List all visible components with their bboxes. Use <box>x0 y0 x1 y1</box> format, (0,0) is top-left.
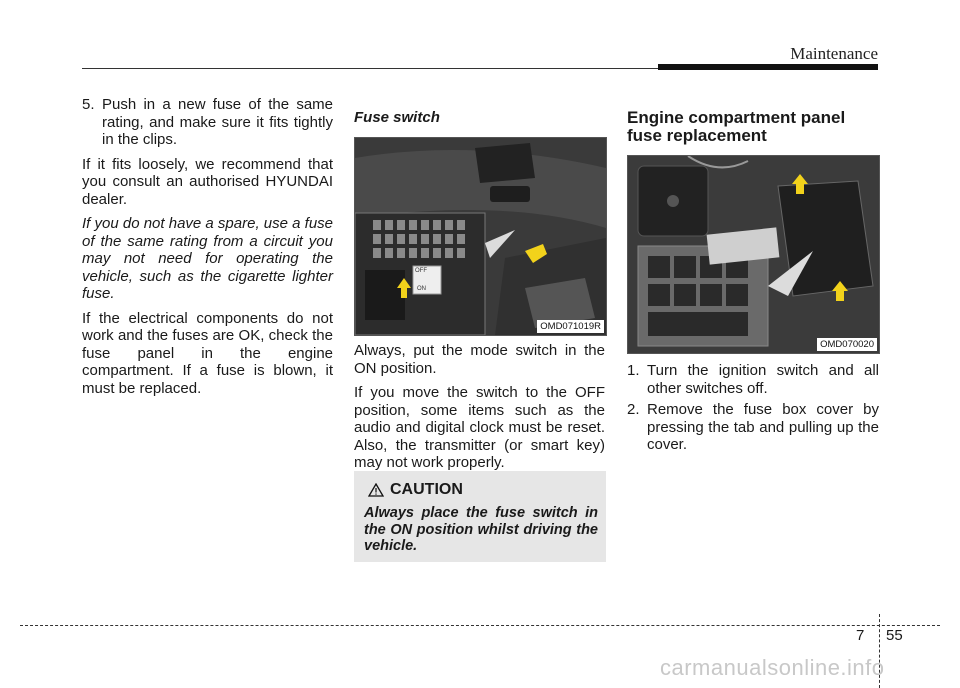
paragraph: If it fits loosely, we recommend that you consult an authorised HYUNDAI dealer. <box>82 155 333 208</box>
paragraph: Always, put the mode switch in the ON position. <box>354 342 605 377</box>
step-2 <box>627 401 879 454</box>
on-label: ON <box>417 286 426 292</box>
column-right-text <box>627 362 879 454</box>
step-number: 1. <box>627 362 640 379</box>
heading-line: Engine compartment panel <box>627 108 846 127</box>
footer-rule <box>20 625 940 626</box>
italic-paragraph: If you do not have a spare, use a fuse of the same rating from a circuit you may not need for operating the vehicle, such as the cigarette lighter fuse. <box>82 215 334 302</box>
step-text: Turn the ignition switch and all other switches off. <box>647 362 879 397</box>
caution-title <box>368 481 463 499</box>
figure-caption: OMD071019R <box>537 320 604 333</box>
engine-fuse-figure <box>627 155 880 354</box>
step-text: Push in a new fuse of the same rating, and make sure it fits tightly in the clips. <box>102 96 333 148</box>
caution-label: CAUTION <box>390 481 463 498</box>
step-1 <box>627 362 879 397</box>
engine-compartment-illustration <box>628 156 879 353</box>
step-5 <box>82 96 333 149</box>
column-middle-text <box>354 342 605 479</box>
paragraph: If the electrical components do not work and the fuses are OK, check the fuse panel in the engine compartment. If a fuse is blown, it must be replaced. <box>82 309 333 397</box>
chapter-number: 7 <box>856 627 865 644</box>
column-left <box>82 96 333 404</box>
step-number: 2. <box>627 401 640 418</box>
fuse-switch-heading: Fuse switch <box>354 109 440 126</box>
step-number: 5. <box>82 96 95 113</box>
dashboard-illustration <box>355 138 606 335</box>
header-rule-accent <box>658 64 878 70</box>
fuse-switch-figure <box>354 137 607 336</box>
page-number: 55 <box>886 627 903 644</box>
section-title: Maintenance <box>790 44 878 63</box>
off-label: OFF <box>415 268 427 274</box>
heading-line: fuse replacement <box>627 126 767 145</box>
caution-text: Always place the fuse switch in the ON position whilst driving the vehicle. <box>364 505 598 554</box>
paragraph: If you move the switch to the OFF position, some items such as the audio and digital clock must be reset. Also, the transmitter (or smart key) may not work properly. <box>354 384 605 471</box>
engine-panel-heading <box>627 109 879 145</box>
figure-caption: OMD070020 <box>817 338 877 351</box>
warning-icon <box>368 483 384 497</box>
watermark: carmanualsonline.info <box>660 655 885 680</box>
step-text: Remove the fuse box cover by pressing the tab and pulling up the cover. <box>647 401 879 453</box>
caution-box <box>354 471 606 562</box>
